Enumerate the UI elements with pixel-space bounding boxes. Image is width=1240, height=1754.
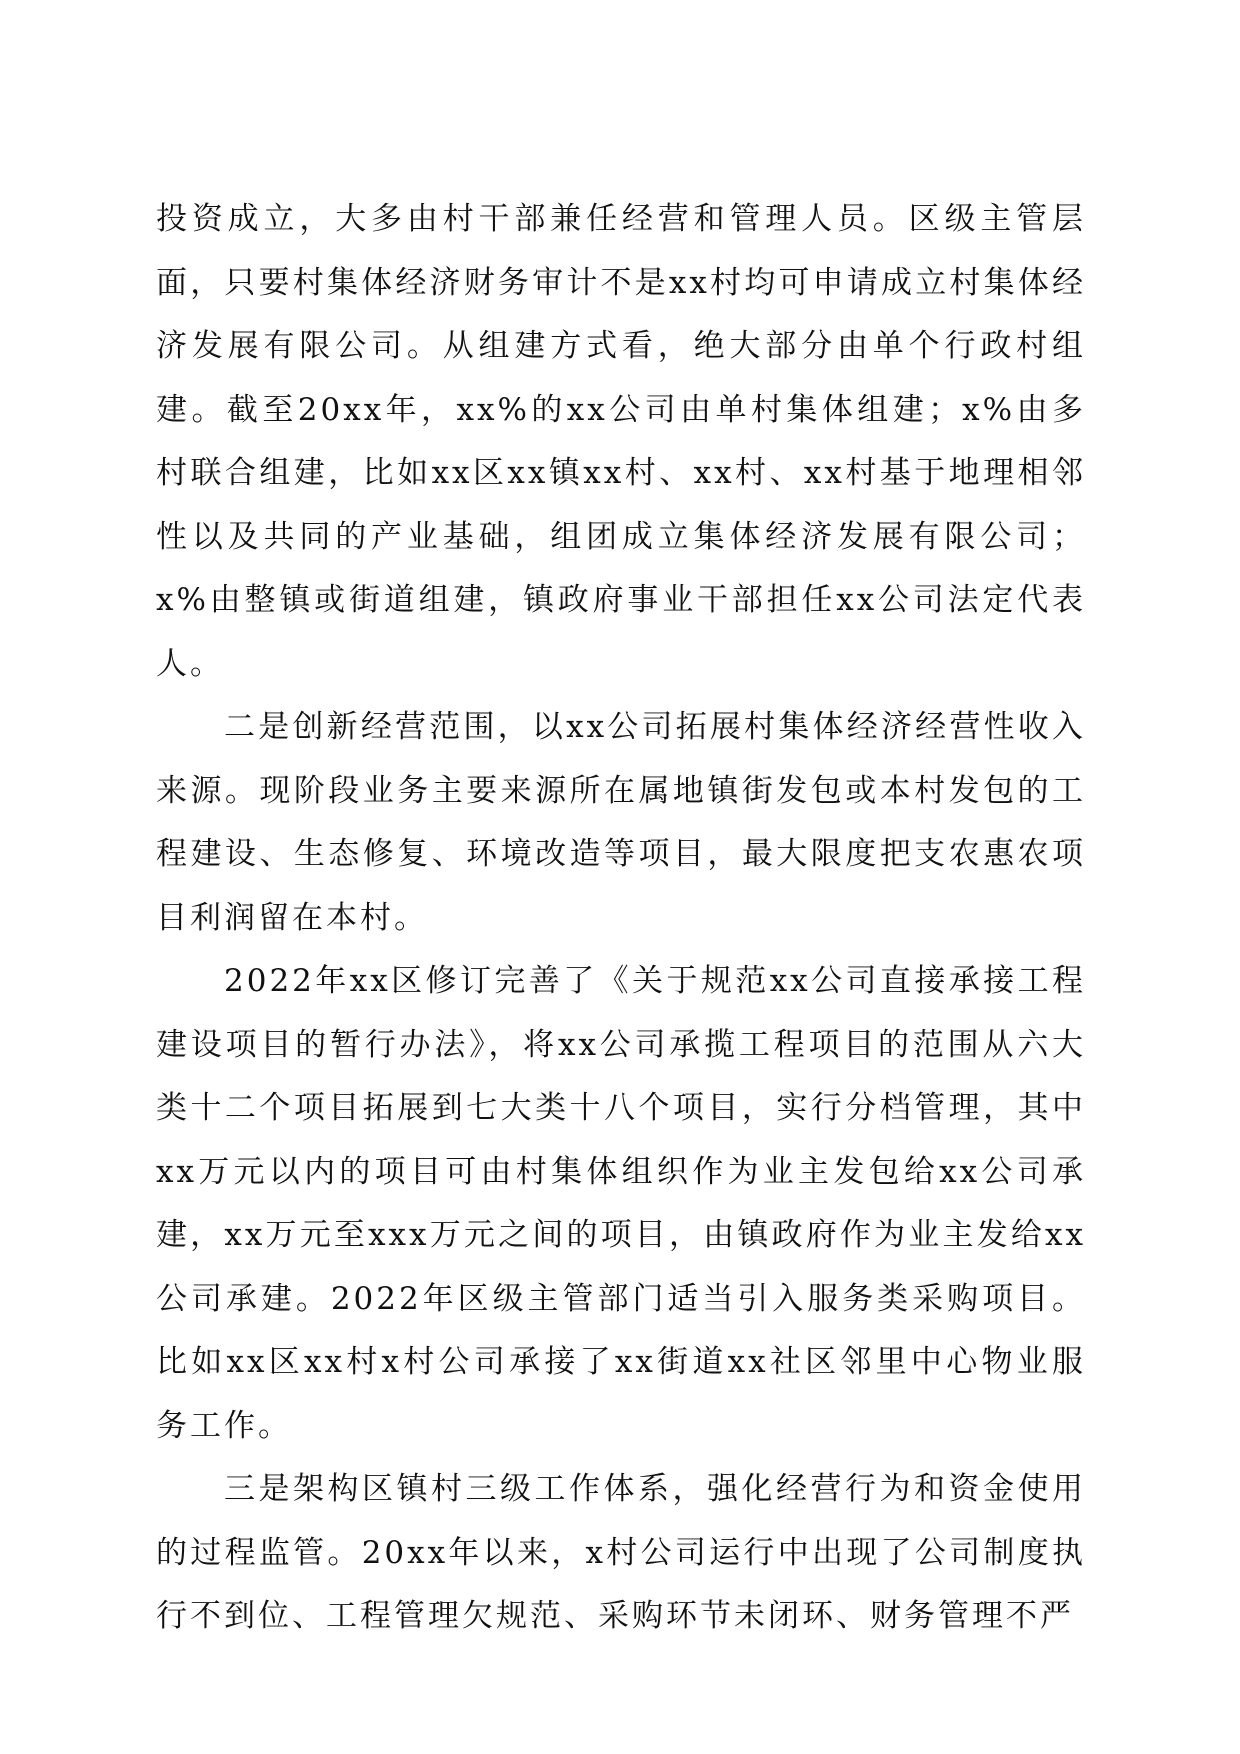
paragraph-4: 三是架构区镇村三级工作体系，强化经营行为和资金使用的过程监管。20xx年以来，x村公司运行中出现了公司制度执行不到位、工程管理欠规范、采购环节未闭环、财务管理不严	[156, 1471, 1086, 1634]
paragraph-2: 二是创新经营范围，以xx公司拓展村集体经济经营性收入来源。现阶段业务主要来源所在属地镇街发包或本村发包的工程建设、生态修复、环境改造等项目，最大限度把支农惠农项目利润留在本村。	[156, 709, 1086, 936]
document-body	[156, 188, 1086, 1649]
paragraph-3: 2022年xx区修订完善了《关于规范xx公司直接承接工程建设项目的暂行办法》，将xx公司承揽工程项目的范围从六大类十二个项目拓展到七大类十八个项目，实行分档管理，其中xx万元以内的项目可由村集体组织作为业主发包给xx公司承建，xx万元至xxx万元之间的项目，由镇政府作为业主发给xx公司承建。2022年区级主管部门适当引入服务类采购项目。比如xx区xx村x村公司承接了xx街道xx社区邻里中心物业服务工作。	[156, 963, 1086, 1444]
paragraph-1: 投资成立，大多由村干部兼任经营和管理人员。区级主管层面，只要村集体经济财务审计不是xx村均可申请成立村集体经济发展有限公司。从组建方式看，绝大部分由单个行政村组建。截至20xx年，xx%的xx公司由单村集体组建；x%由多村联合组建，比如xx区xx镇xx村、xx村、xx村基于地理相邻性以及共同的产业基础，组团成立集体经济发展有限公司；x%由整镇或街道组建，镇政府事业干部担任xx公司法定代表人。	[156, 201, 1086, 682]
